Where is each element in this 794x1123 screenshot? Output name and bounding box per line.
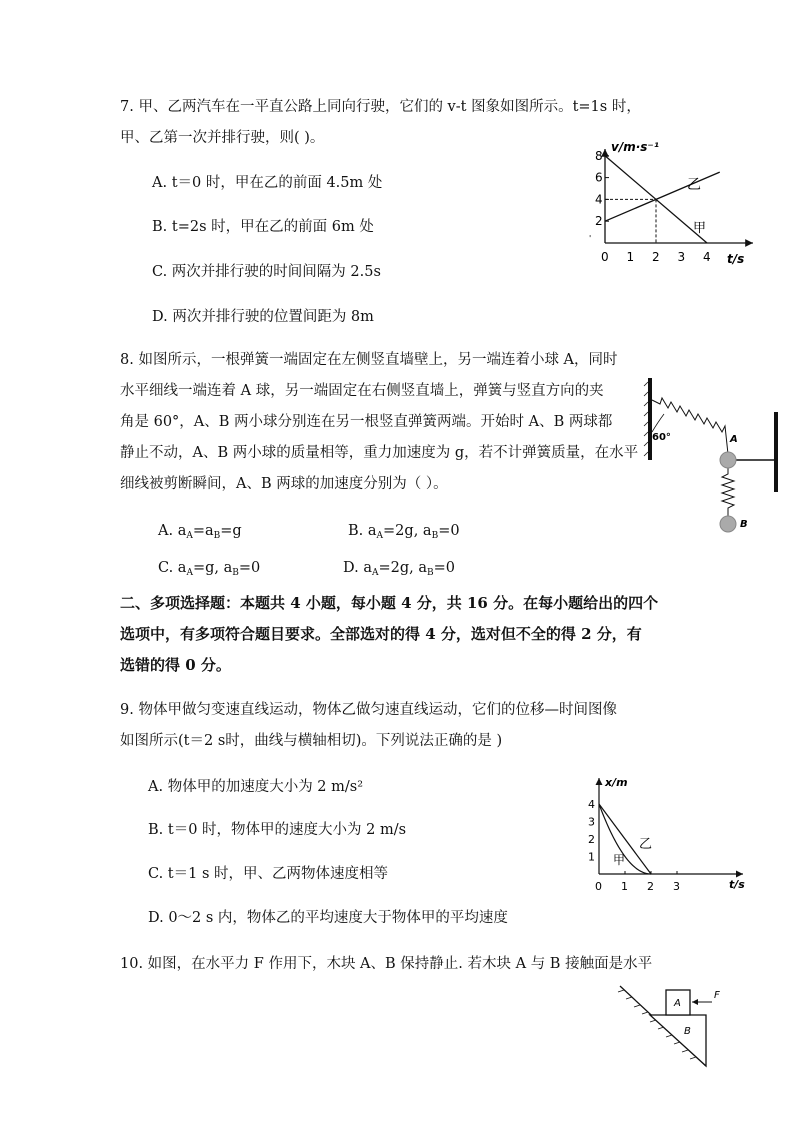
q9-y-label: x/m <box>605 776 628 789</box>
q9-xtick-label: 2 <box>647 880 654 893</box>
q8-stem-line5: 细线被剪断瞬间，A、B 两球的加速度分别为（ ）。 <box>120 476 448 492</box>
q7-label-yi: 乙 <box>687 177 701 193</box>
section2-line1: 二、多项选择题：本题共 4 小题，每小题 4 分，共 16 分。在每小题给出的四个 <box>120 594 659 612</box>
q9-xtick-label: 0 <box>595 880 602 893</box>
q7-stem-line2: 甲、乙第一次并排行驶，则( )。 <box>120 130 325 146</box>
q8-right-wall <box>774 412 778 492</box>
q8-vertical-spring <box>722 468 734 516</box>
q7-stray-mark: ' <box>589 234 592 243</box>
q7-ytick-label: 2 <box>595 214 603 229</box>
q9-xtick-label: 3 <box>673 880 680 893</box>
q10-label-a: A <box>674 998 681 1009</box>
q8-ball-b <box>720 516 736 532</box>
q8-option-d: D. $a_A=2g$, $a_B=0$ <box>343 560 456 578</box>
q7-ytick-label: 8 <box>595 148 603 163</box>
q8-stem-line1: 8. 如图所示，一根弹簧一端固定在左侧竖直墙壁上，另一端连着小球 A，同时 <box>120 352 618 368</box>
q8-stem-line3: 角是 60°，A、B 两小球分别连在另一根竖直弹簧两端。开始时 A、B 两球都 <box>120 414 613 430</box>
q10-label-f: F <box>714 990 720 1001</box>
q9-ytick-label: 3 <box>588 815 595 829</box>
q8-ball-a <box>720 452 736 468</box>
q8-option-d-text: $a_A=2g$, $a_B=0$ <box>363 560 456 578</box>
q8-option-c: C. $a_A=g$, $a_B=0$ <box>158 560 261 578</box>
q9-option-a: A. 物体甲的加速度大小为 2 m/s² <box>148 779 364 795</box>
q7-stem-line1: 7. 甲、乙两汽车在一平直公路上同向行驶，它们的 v-t 图象如图所示。t=1s 时， <box>120 99 641 115</box>
q8-option-b-text: $a_A=2g$, $a_B=0$ <box>367 523 460 541</box>
q9-xtick-label: 1 <box>621 880 628 893</box>
q9-stem-line2: 如图所示(t＝2 s时，曲线与横轴相切)。下列说法正确的是 ) <box>120 733 503 749</box>
q7-xtick-label: 3 <box>677 250 686 264</box>
q8-angle-label: 60° <box>652 432 671 443</box>
q9-ytick-label: 2 <box>588 833 595 846</box>
q9-option-c: C. t＝1 s 时，甲、乙两物体速度相等 <box>148 866 389 882</box>
q7-label-jia: 甲 <box>693 221 707 236</box>
q7-x-label: t/s <box>727 252 745 266</box>
q7-option-b: B. t=2s 时，甲在乙的前面 6m 处 <box>152 219 374 235</box>
q9-x-label: t/s <box>729 878 745 891</box>
q7-y-label: v/m·s⁻¹ <box>611 140 659 154</box>
q10-label-b: B <box>684 1026 691 1037</box>
q9-ytick-label: 1 <box>588 850 595 864</box>
q7-option-a: A. t＝0 时，甲在乙的前面 4.5m 处 <box>152 175 383 191</box>
q7-option-c: C. 两次并排行驶的时间间隔为 2.5s <box>152 264 381 280</box>
q8-spring-diagram <box>640 372 790 540</box>
q8-option-b: B. $a_A=2g$, $a_B=0$ <box>348 523 460 541</box>
q7-vt-graph <box>585 135 765 270</box>
q8-left-wall <box>648 378 652 460</box>
q9-option-b: B. t＝0 时，物体甲的速度大小为 2 m/s <box>148 822 407 838</box>
q9-label-yi: 乙 <box>639 837 653 852</box>
q7-ytick-label: 6 <box>595 170 603 185</box>
q8-stem-line2: 水平细线一端连着 A 球，另一端固定在右侧竖直墙上，弹簧与竖直方向的夹 <box>120 383 604 399</box>
q8-option-c-text: $a_A=g$, $a_B=0$ <box>177 560 261 578</box>
q7-line-yi <box>605 172 720 221</box>
q8-label-a: A <box>730 434 738 445</box>
section2-line2: 选项中，有多项符合题目要求。全部选对的得 4 分，选对但不全的得 2 分，有 <box>120 625 642 643</box>
q8-option-a: A. $a_A=a_B=g$ <box>158 523 242 541</box>
q9-option-d: D. 0～2 s 内，物体乙的平均速度大于物体甲的平均速度 <box>148 910 508 926</box>
q8-option-a-text: $a_A=a_B=g$ <box>177 523 242 541</box>
q9-ytick-label: 4 <box>588 798 595 811</box>
q7-xtick-label: 2 <box>652 250 660 264</box>
q7-ytick-label: 4 <box>595 192 603 207</box>
q10-incline-diagram <box>612 982 742 1072</box>
q8-angled-spring <box>652 398 728 454</box>
q7-option-d: D. 两次并排行驶的位置间距为 8m <box>152 309 374 325</box>
q9-label-jia: 甲 <box>613 853 626 867</box>
q7-xtick-label: 1 <box>626 250 635 264</box>
q10-block-b <box>650 1015 706 1066</box>
q7-xtick-label: 0 <box>601 250 609 264</box>
q8-stem-line4: 静止不动，A、B 两小球的质量相等，重力加速度为 g，若不计弹簧质量，在水平 <box>120 445 639 461</box>
q10-stem-line1: 10. 如图，在水平力 F 作用下，木块 A、B 保持静止. 若木块 A 与 B 接触面是水平 <box>120 956 653 972</box>
q9-xt-graph <box>585 770 755 895</box>
q8-label-b: B <box>740 519 748 530</box>
q9-stem-line1: 9. 物体甲做匀变速直线运动，物体乙做匀速直线运动，它们的位移—时间图像 <box>120 702 617 718</box>
q7-xtick-label: 4 <box>703 250 711 264</box>
section2-line3: 选错的得 0 分。 <box>120 656 231 674</box>
